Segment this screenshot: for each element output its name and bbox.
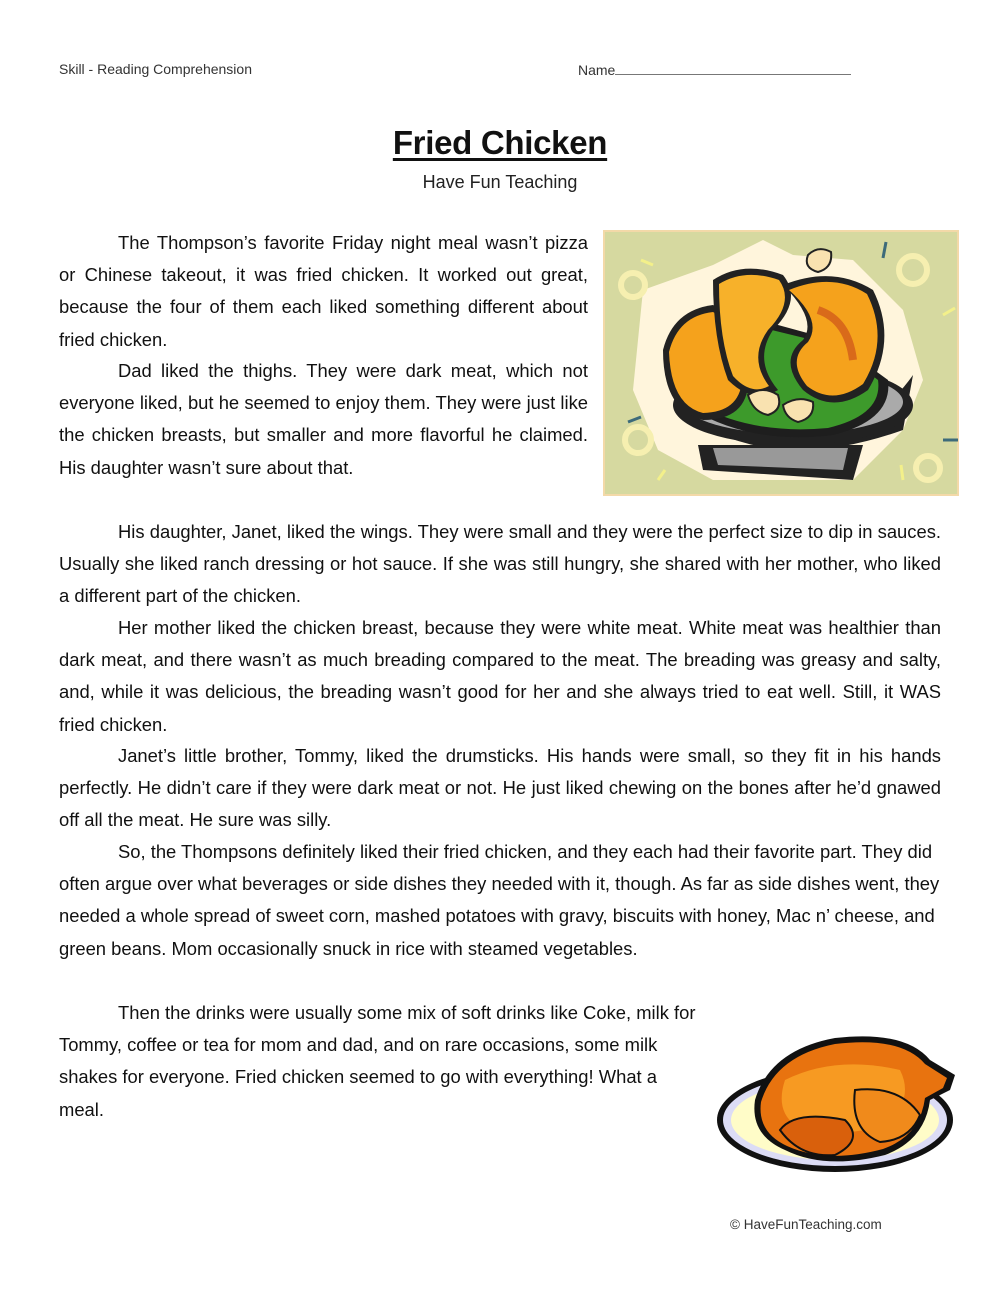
paragraph-2: Dad liked the thighs. They were dark meat, which not everyone liked, but he seemed to enjoy them. They were just like the chicken breasts, but smaller and more flavorful he claimed. His daughter wasn’t sure about that. bbox=[59, 360, 588, 478]
paragraph-5: Janet’s little brother, Tommy, liked the drumsticks. His hands were small, so they fit in his hands perfectly. He didn’t care if they were dark meat or not. He just liked chewing on the bones after he’d gnawed off all the meat. He sure was silly. bbox=[59, 745, 941, 831]
name-field[interactable] bbox=[578, 61, 851, 78]
skill-label: Skill - Reading Comprehension bbox=[59, 61, 252, 77]
name-label: Name bbox=[578, 62, 616, 78]
roast-chicken-plate-illustration bbox=[715, 1030, 960, 1175]
paragraph-3: His daughter, Janet, liked the wings. They were small and they were the perfect size to dip in sauces. Usually she liked ranch dressing or hot sauce. If she was still hungry, she shared with her mother, who liked a different part of the chicken. bbox=[59, 521, 941, 607]
name-blank-line[interactable] bbox=[615, 61, 851, 75]
fried-chicken-platter-illustration bbox=[603, 230, 959, 496]
page-title: Fried Chicken bbox=[392, 124, 608, 161]
paragraph-7: Then the drinks were usually some mix of soft drinks like Coke, milk for Tommy, coffee or tea for mom and dad, and on rare occasions, some milk shakes for everyone. Fried chicken seemed to go with everything! What a meal. bbox=[59, 1002, 696, 1120]
paragraph-6: So, the Thompsons definitely liked their fried chicken, and they each had their favorite part. They did often argue over what beverages or side dishes they needed with it, though. As far as side dishes went, they needed a whole spread of sweet corn, mashed potatoes with gravy, biscuits with honey, Mac n’ cheese, and green beans. Mom occasionally snuck in rice with steamed vegetables. bbox=[59, 841, 940, 959]
page-subtitle: Have Fun Teaching bbox=[422, 172, 578, 192]
paragraph-4: Her mother liked the chicken breast, because they were white meat. White meat was healthier than dark meat, and there wasn’t as much breading compared to the meat. The breading was greasy and salty, and, while it was delicious, the breading wasn’t good for her and she always tried to eat well. Still, it WAS fried chicken. bbox=[59, 617, 941, 735]
page-title-wrap bbox=[0, 124, 1000, 162]
copyright-footer: © HaveFunTeaching.com bbox=[730, 1217, 882, 1232]
paragraph-1: The Thompson’s favorite Friday night meal wasn’t pizza or Chinese takeout, it was fried chicken. It worked out great, because the four of them each liked something different about fried chicken. bbox=[59, 232, 588, 350]
